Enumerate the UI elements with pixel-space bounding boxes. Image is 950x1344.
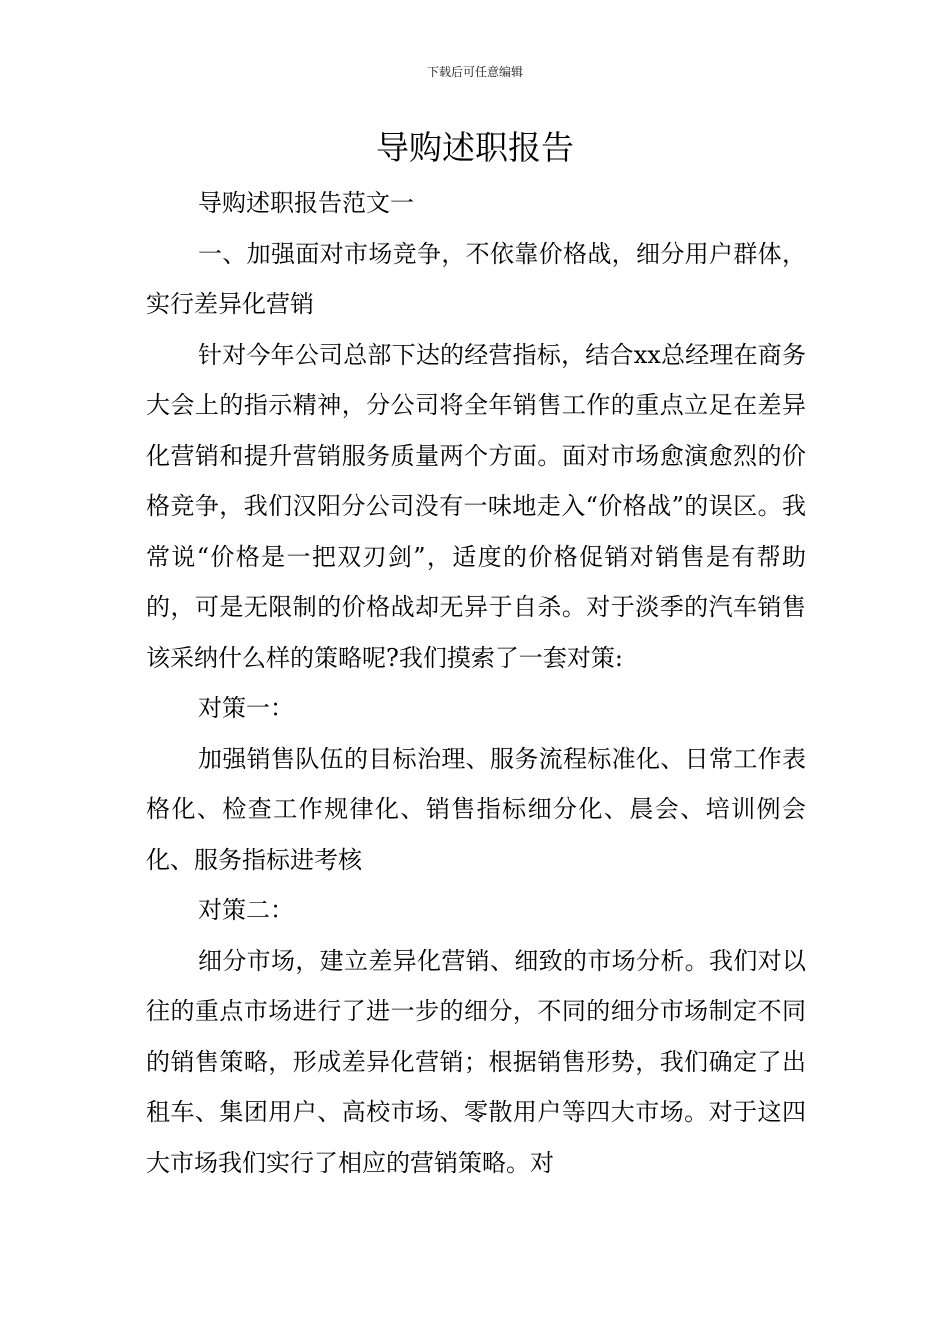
paragraph-strategy-two: 细分市场，建立差异化营销、细致的市场分析。我们对以往的重点市场进行了进一步的细分，不同的细分市场制定不同的销售策略，形成差异化营销；根据销售形势，我们确定了出租车、集团用户、高校市场、零散用户等四大市场。对于这四大市场我们实行了相应的营销策略。对 [146,946,806,1177]
paragraph-strategy-one: 加强销售队伍的目标治理、服务流程标准化、日常工作表格化、检查工作规律化、销售指标细分化、晨会、培训例会化、服务指标进考核 [146,744,806,874]
paragraph-subtitle: 导购述职报告范文一 [198,189,414,217]
document-body [146,178,806,1188]
paragraph-intro: 针对今年公司总部下达的经营指标，结合xx总经理在商务大会上的指示精神，分公司将全年销售工作的重点立足在差异化营销和提升营销服务质量两个方面。面对市场愈演愈烈的价格竞争，我们汉阳分公司没有一味地走入“价格战”的误区。我常说“价格是一把双刃剑”，适度的价格促销对销售是有帮助的，可是无限制的价格战却无异于自杀。对于淡季的汽车销售该采纳什么样的策略呢?我们摸索了一套对策: [146,340,806,672]
paragraph-strategy-one-label: 对策一： [198,694,294,722]
page-header: 下载后可任意编辑 [426,65,523,79]
paragraph-section-heading: 一、加强面对市场竞争，不依靠价格战，细分用户群体，实行差异化营销 [146,239,806,318]
document-title: 导购述职报告 [376,128,574,167]
paragraph-strategy-two-label: 对策二： [198,896,294,924]
